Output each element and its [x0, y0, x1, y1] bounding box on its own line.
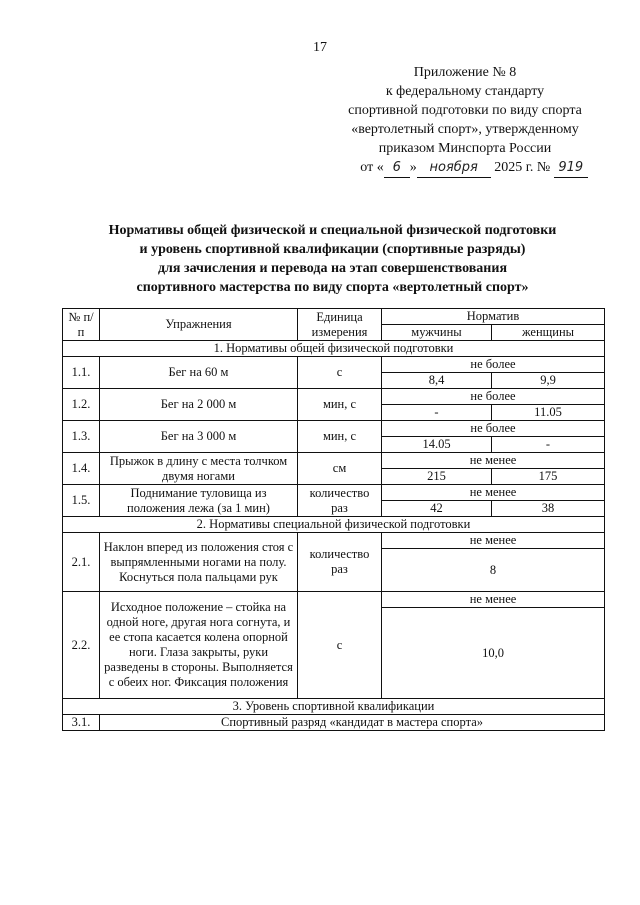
table-row: [63, 357, 605, 373]
row-qualification: Спортивный разряд «кандидат в мастера спорта»: [100, 715, 605, 731]
row-unit: см: [298, 453, 382, 485]
row-num: 3.1.: [63, 715, 100, 731]
appendix-line: спортивной подготовки по виду спорта: [348, 103, 582, 118]
row-women: 38: [492, 501, 605, 517]
row-exercise: Бег на 3 000 м: [100, 421, 298, 453]
row-men: 8,4: [382, 373, 492, 389]
row-condition: не более: [382, 389, 605, 405]
table-row: [63, 453, 605, 469]
appendix-line: приказом Минспорта России: [378, 141, 552, 156]
row-exercise: Исходное положение – стойка на одной ноге, другая нога согнута, и ее стопа касается колена опорной ноги. Глаза закрыты, руки разведены в стороны. Выполняется с обеих ног. Фиксация положения: [100, 592, 298, 699]
row-women: 9,9: [492, 373, 605, 389]
row-num: 2.2.: [63, 592, 100, 699]
title-line: спортивного мастерства по виду спорта «вертолетный спорт»: [136, 280, 529, 295]
date-day: 6: [384, 158, 410, 178]
row-women: 11.05: [492, 405, 605, 421]
row-condition: не менее: [382, 453, 605, 469]
row-unit: количество раз: [298, 485, 382, 517]
section-row: [63, 341, 605, 357]
row-condition: не более: [382, 357, 605, 373]
row-value: 8: [382, 549, 605, 592]
row-exercise: Поднимание туловища из положения лежа (за 1 мин): [100, 485, 298, 517]
row-exercise: Бег на 2 000 м: [100, 389, 298, 421]
row-men: 215: [382, 469, 492, 485]
row-unit: с: [298, 592, 382, 699]
date-mid: »: [409, 160, 417, 175]
table-header-row: [63, 309, 605, 325]
row-num: 1.5.: [63, 485, 100, 517]
row-condition: не менее: [382, 533, 605, 549]
appendix-block: [330, 63, 600, 178]
appendix-line: к федеральному стандарту: [385, 84, 545, 99]
row-condition: не менее: [382, 592, 605, 608]
date-month: ноября: [417, 158, 491, 178]
table-row: [63, 389, 605, 405]
order-number: 919: [554, 158, 588, 178]
appendix-line: «вертолетный спорт», утвержденному: [351, 122, 579, 137]
page-number: 17: [313, 40, 327, 55]
row-men: 14.05: [382, 437, 492, 453]
header-men: мужчины: [382, 325, 492, 341]
row-num: 2.1.: [63, 533, 100, 592]
header-num: № п/п: [63, 309, 100, 341]
row-exercise: Наклон вперед из положения стоя с выпрямленными ногами на полу. Коснуться пола пальцами рук: [100, 533, 298, 592]
section-title: 2. Нормативы специальной физической подготовки: [63, 517, 605, 533]
header-women: женщины: [492, 325, 605, 341]
section-row: [63, 517, 605, 533]
norms-table: [62, 308, 605, 731]
row-num: 1.3.: [63, 421, 100, 453]
header-unit: Единица измерения: [298, 309, 382, 341]
row-unit: мин, с: [298, 389, 382, 421]
row-men: 42: [382, 501, 492, 517]
row-men: -: [382, 405, 492, 421]
date-year: 2025 г. №: [494, 160, 551, 175]
table-row: [63, 715, 605, 731]
section-row: [63, 699, 605, 715]
section-title: 3. Уровень спортивной квалификации: [63, 699, 605, 715]
row-unit: мин, с: [298, 421, 382, 453]
document-title: [60, 221, 605, 297]
order-date-line: [348, 158, 600, 178]
header-norm: Норматив: [382, 309, 605, 325]
row-unit: с: [298, 357, 382, 389]
date-prefix: от «: [360, 160, 384, 175]
title-line: Нормативы общей физической и специальной физической подготовки: [108, 223, 557, 238]
header-exercise: Упражнения: [100, 309, 298, 341]
row-condition: не более: [382, 421, 605, 437]
title-line: для зачисления и перевода на этап совершенствования: [157, 261, 508, 276]
row-women: -: [492, 437, 605, 453]
table-row: [63, 421, 605, 437]
row-num: 1.4.: [63, 453, 100, 485]
row-condition: не менее: [382, 485, 605, 501]
table-row: [63, 592, 605, 608]
row-unit: количество раз: [298, 533, 382, 592]
row-exercise: Бег на 60 м: [100, 357, 298, 389]
row-num: 1.2.: [63, 389, 100, 421]
title-line: и уровень спортивной квалификации (спортивные разряды): [139, 242, 526, 257]
section-title: 1. Нормативы общей физической подготовки: [63, 341, 605, 357]
row-exercise: Прыжок в длину с места толчком двумя ногами: [100, 453, 298, 485]
row-women: 175: [492, 469, 605, 485]
appendix-line: Приложение № 8: [413, 65, 517, 80]
table-row: [63, 533, 605, 549]
row-value: 10,0: [382, 608, 605, 699]
table-row: [63, 485, 605, 501]
row-num: 1.1.: [63, 357, 100, 389]
